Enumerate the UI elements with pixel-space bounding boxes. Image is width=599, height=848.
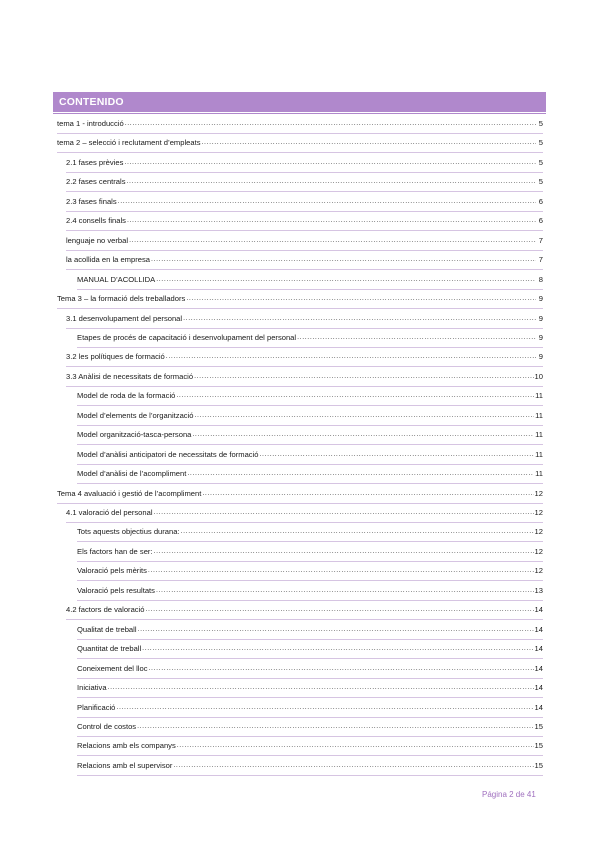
dot-leader (181, 527, 534, 537)
dot-leader (183, 314, 536, 324)
toc-entry-page: 14 (534, 644, 543, 654)
toc-entry[interactable] (66, 232, 543, 246)
toc-entry-page: 12 (534, 508, 543, 517)
dot-leader (176, 391, 534, 401)
toc-entry-title: Iniciativa (77, 683, 107, 693)
toc-entry-title: Model organització-tasca-persona (77, 430, 192, 440)
toc-entry-page: 12 (534, 566, 543, 576)
toc-entry-page: 14 (534, 683, 543, 693)
toc-entry-page: 9 (538, 313, 543, 323)
toc-entry-title: tema 1 - introducció (57, 119, 124, 128)
dot-leader (186, 294, 536, 304)
toc-entry[interactable] (77, 329, 543, 343)
toc-entry[interactable] (57, 290, 543, 304)
toc-entry[interactable] (66, 348, 543, 362)
toc-entry-page: 11 (535, 410, 543, 420)
dot-leader (116, 703, 533, 713)
toc-entry[interactable] (66, 154, 543, 168)
toc-entry[interactable] (77, 446, 543, 460)
toc-entry-page: 12 (534, 527, 543, 537)
toc-entry-title: Relacions amb el supervisor (77, 760, 173, 770)
toc-entry[interactable] (77, 718, 543, 732)
toc-entry-title: Quantitat de treball (77, 644, 142, 654)
dot-leader (202, 138, 536, 148)
toc-entry-title: lenguaje no verbal (66, 235, 129, 245)
toc-entry-page: 5 (538, 177, 543, 187)
dot-leader (192, 430, 534, 440)
toc-entry-title: Control de costos (77, 721, 137, 731)
toc-entry-page: 5 (538, 157, 543, 167)
dot-leader (125, 119, 536, 129)
toc-entry-page: 15 (534, 760, 543, 770)
toc-entry[interactable] (57, 485, 543, 499)
toc-entry-title: Model d’anàlisi de l’acompliment (77, 469, 187, 479)
toc-entry[interactable] (66, 212, 543, 226)
dot-leader (118, 197, 536, 207)
toc-entry-page: 7 (538, 235, 543, 245)
toc-entry-title: Planificació (77, 702, 116, 712)
dot-leader (154, 508, 534, 518)
toc-entry[interactable] (66, 251, 543, 265)
toc-entry-page: 5 (538, 119, 543, 128)
toc-entry[interactable] (77, 407, 543, 421)
toc-entry[interactable] (77, 699, 543, 713)
dot-leader (177, 741, 534, 751)
dot-leader (260, 450, 535, 460)
toc-entry[interactable] (77, 679, 543, 693)
toc-entry-title: 3.2 les polítiques de formació (66, 352, 165, 362)
toc-entry-title: 4.1 valoració del personal (66, 508, 153, 517)
toc-entry-title: 2.4 consells finals (66, 216, 126, 226)
dot-leader (297, 333, 536, 343)
toc-entry[interactable] (77, 426, 543, 440)
dot-leader (149, 664, 534, 674)
toc-entry-title: Tots aquests objectius durana: (77, 527, 180, 537)
toc-entry-page: 12 (534, 488, 543, 498)
dot-leader (173, 761, 533, 771)
dot-leader (137, 722, 533, 732)
dot-leader (127, 216, 536, 226)
dot-leader (156, 586, 534, 596)
toc-entry-page: 15 (534, 721, 543, 731)
toc-entry-title: Coneixement del lloc (77, 663, 148, 673)
toc-entry-title: Tema 3 – la formació dels treballadors (57, 294, 186, 304)
toc-entry-title: Model de roda de la formació (77, 391, 176, 401)
dot-leader (129, 236, 536, 246)
dot-leader (148, 566, 534, 576)
toc-header (53, 92, 546, 112)
dot-leader (127, 177, 536, 187)
toc-entry-title: 4.2 factors de valoració (66, 605, 145, 615)
toc-entry-page: 14 (534, 663, 543, 673)
toc-entry-title: 2.1 fases prèvies (66, 157, 124, 167)
toc-entry-page: 11 (535, 430, 543, 440)
dot-leader (156, 275, 536, 285)
toc-entry-page: 13 (534, 585, 543, 595)
page-number: Página 2 de 41 (482, 790, 536, 799)
toc-entry-title: Qualitat de treball (77, 624, 137, 634)
toc-entry-page: 11 (535, 391, 543, 401)
toc-entry[interactable] (77, 582, 543, 596)
toc-entry-title: 2.3 fases finals (66, 196, 117, 206)
dot-leader (124, 158, 536, 168)
toc-entry[interactable] (57, 115, 543, 129)
toc-entry-page: 9 (538, 294, 543, 304)
dot-leader (202, 489, 533, 499)
dot-leader (187, 469, 534, 479)
toc-entry-page: 5 (538, 138, 543, 148)
toc-entry-title: MANUAL D’ACOLLIDA (77, 274, 156, 284)
toc-entry[interactable] (77, 523, 543, 537)
toc-entry-page: 14 (534, 702, 543, 712)
toc-entry[interactable] (77, 737, 543, 751)
toc-entry-page: 11 (535, 449, 543, 459)
toc-entry-title: 3.3 Anàlisi de necessitats de formació (66, 371, 194, 381)
toc-entry-title: Valoració pels mèrits (77, 566, 147, 576)
toc-entry-page: 8 (538, 274, 543, 284)
toc-entry[interactable] (57, 134, 543, 148)
toc-entry-page: 9 (538, 352, 543, 362)
dot-leader (154, 547, 534, 557)
toc-entry[interactable] (77, 562, 543, 576)
toc-entry-page: 15 (534, 741, 543, 751)
toc-entry[interactable] (66, 368, 543, 382)
toc-entry-title: Etapes de procés de capacitació i desenvolupament del personal (77, 332, 297, 342)
toc-entry-page: 14 (534, 605, 543, 615)
toc-entry[interactable] (77, 757, 543, 771)
dot-leader (142, 644, 533, 654)
toc-entry-page: 11 (535, 469, 543, 479)
toc-title: CONTENIDO (59, 96, 124, 108)
toc-entry-page: 14 (534, 624, 543, 634)
toc-entry[interactable] (66, 310, 543, 324)
toc-entry-title: Valoració pels resultats (77, 585, 155, 595)
toc-entry-page: 9 (538, 332, 543, 342)
toc-entry[interactable] (77, 543, 543, 557)
toc-entry-title: tema 2 – selecció i reclutament d’empleats (57, 138, 201, 148)
toc-entry[interactable] (66, 193, 543, 207)
dot-leader (166, 352, 536, 362)
toc-entry[interactable] (77, 621, 543, 635)
toc-entry[interactable] (66, 601, 543, 615)
toc-entry-page: 6 (538, 196, 543, 206)
toc-entry-title: Relacions amb els companys (77, 741, 176, 751)
dot-leader (195, 411, 535, 421)
toc-entry-title: Model d’anàlisi anticipatori de necessitats de formació (77, 449, 259, 459)
dot-leader (146, 605, 534, 615)
toc-entry-title: Model d’elements de l’organització (77, 410, 194, 420)
toc-entry[interactable] (77, 387, 543, 401)
toc-entry-page: 12 (534, 546, 543, 556)
toc-entry[interactable] (77, 271, 543, 285)
toc-entry-page: 10 (534, 371, 543, 381)
dot-leader (194, 372, 533, 382)
toc-entry-page: 7 (538, 255, 543, 265)
toc-entry[interactable] (66, 173, 543, 187)
toc-entry-title: Els factors han de ser: (77, 546, 153, 556)
toc-entry[interactable] (77, 660, 543, 674)
toc-entry[interactable] (77, 640, 543, 654)
toc-entry-title: la acollida en la empresa (66, 255, 151, 265)
toc-entry[interactable] (77, 465, 543, 479)
dot-leader (151, 255, 536, 265)
toc-entry-page: 6 (538, 216, 543, 226)
dot-leader (138, 625, 534, 635)
dot-leader (108, 683, 534, 693)
toc-entry[interactable] (66, 504, 543, 518)
toc-entry-title: 2.2 fases centrals (66, 177, 126, 187)
toc-entry-title: 3.1 desenvolupament del personal (66, 313, 183, 323)
toc-entry-title: Tema 4 avaluació i gestió de l’acompliment (57, 488, 202, 498)
